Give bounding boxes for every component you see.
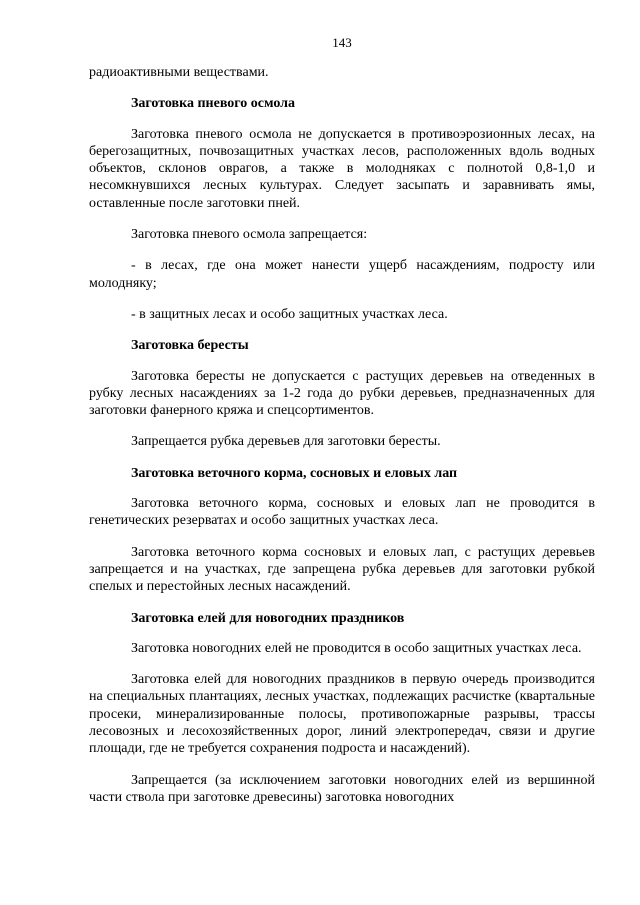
document-page (89, 34, 595, 820)
section-heading-birch-bark: Заготовка бересты (131, 338, 249, 354)
list-item: - в лесах, где она может нанести ущерб насаждениям, подросту или молодняку; (89, 258, 595, 291)
list-item: - в защитных лесах и особо защитных участках леса. (131, 306, 448, 322)
section-heading-branch-fodder: Заготовка веточного корма, сосновых и еловых лап (131, 465, 458, 481)
paragraph: Запрещается рубка деревьев для заготовки бересты. (131, 434, 441, 450)
section-heading-new-year-trees: Заготовка елей для новогодних праздников (131, 610, 405, 626)
continuation-text: радиоактивными веществами. (89, 65, 269, 80)
section-heading-resin: Заготовка пневого осмола (131, 96, 296, 112)
paragraph: Заготовка веточного корма, сосновых и еловых лап не проводится в генетических резерватах и особо защитных участках леса. (89, 496, 595, 529)
paragraph: Заготовка пневого осмола не допускается в противоэрозионных лесах, на берегозащитных, почвозащитных участках лесов, расположенных вдоль водных объектов, склонов оврагов, а также в молодняках с полнотой 0,8-1,0 и несомкнувшихся лесных культурах. Следует засыпать и заравнивать ямы, оставленные после заготовки пней. (89, 126, 595, 211)
paragraph: Заготовка бересты не допускается с растущих деревьев на отведенных в рубку лесных насаждениях за 1-2 года до рубки деревьев, предназначенных для заготовки фанерного кряжа и спецсортиментов. (89, 368, 595, 419)
paragraph: Заготовка веточного корма сосновых и еловых лап, с растущих деревьев запрещается и на участках, где запрещена рубка деревьев для заготовки рубкой спелых и перестойных лесных насаждений. (89, 544, 595, 595)
paragraph: Заготовка елей для новогодних праздников в первую очередь производится на специальных плантациях, лесных участках, подлежащих расчистке (квартальные просеки, минерализированные полосы, противопожарные разрывы, трассы лесовозных и лесохозяйственных дорог, линий электропередач, связи и другие площади, где не требуется сохранения подроста и насаждений). (89, 672, 595, 757)
page-number: 143 (332, 35, 352, 50)
paragraph: Заготовка новогодних елей не проводится в особо защитных участках леса. (131, 640, 582, 656)
paragraph: Запрещается (за исключением заготовки новогодних елей из вершинной части ствола при заготовке древесины) заготовка новогодних (89, 772, 595, 805)
paragraph: Заготовка пневого осмола запрещается: (131, 227, 368, 243)
